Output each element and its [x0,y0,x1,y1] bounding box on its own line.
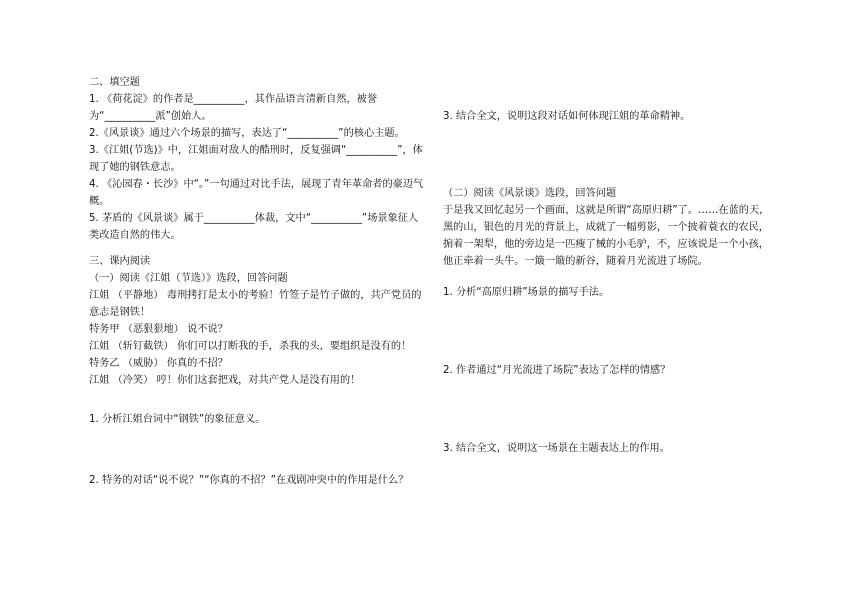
left-column [89,74,424,389]
reading1-title: （一）阅读《江姐（节选）》选段，回答问题 [89,273,288,284]
reading2-passage: 于是我又回忆起另一个画面，这就是所谓“高原归耕”了。……在蓝的天，黑的山，银色的月光的背景上，成就了一幅剪影，一个披着蓑衣的农民，掮着一架犁，他的旁边是一匹瘦了械的小毛驴，不，应该说是一个小孩，他正牵着一头牛。一簸一簸的新谷，随着月光流进了场院。 [443,205,770,267]
section3-title: 三、课内阅读 [89,256,151,267]
fill-question-2: 2.《风景谈》通过六个场景的描写，表达了“__________”的核心主题。 [89,128,405,139]
reading1-question-2: 2. 特务的对话“说不说？”“你真的不招？”在戏剧冲突中的作用是什么？ [89,475,409,486]
fill-question-5: 5. 茅盾的《风景谈》属于__________体裁，文中“__________”场景象征人类改造自然的伟大。 [89,213,419,241]
reading2-question-3: 3. 结合全文，说明这一场景在主题表达上的作用。 [443,443,670,454]
fill-question-3: 3.《江姐(节选)》中，江姐面对敌人的酷刑时，反复强调“__________”，体现了她的钢铁意志。 [89,145,423,173]
reading2-section [443,185,773,270]
dialogue-line: 特务乙 （威胁） 你真的不招？ [89,358,228,369]
reading2-question-1: 1. 分析“高原归耕”场景的描写手法。 [443,287,610,298]
dialogue-line: 江姐 （冷笑） 哼！你们这套把戏，对共产党人是没有用的！ [89,375,361,386]
reading2-title: （二）阅读《风景谈》选段，回答问题 [443,188,617,199]
fill-question-4: 4. 《沁园春・长沙》中“。”一句通过对比手法，展现了青年革命者的豪迈气概。 [89,179,424,207]
reading1-question-3: 3. 结合全文，说明这段对话如何体现江姐的革命精神。 [443,111,691,122]
reading1-question-1: 1. 分析江姐台词中“钢铁”的象征意义。 [89,414,266,425]
dialogue-line: 江姐 （斩钉截铁） 你们可以打断我的手，杀我的头，要组织是没有的！ [89,341,412,352]
dialogue-line: 江姐 （平静地） 毒刑拷打是太小的考验！竹签子是竹子做的，共产党员的意志是钢铁！ [89,290,422,318]
fill-question-1: 1. 《荷花淀》的作者是__________，其作品语言清新自然，被誉为“__________派”创始人。 [89,94,378,122]
section2-title: 二、填空题 [89,77,140,88]
reading2-question-2: 2. 作者通过“月光流进了场院”表达了怎样的情感？ [443,365,671,376]
dialogue-line: 特务甲 （恶狠狠地） 说不说？ [89,324,228,335]
